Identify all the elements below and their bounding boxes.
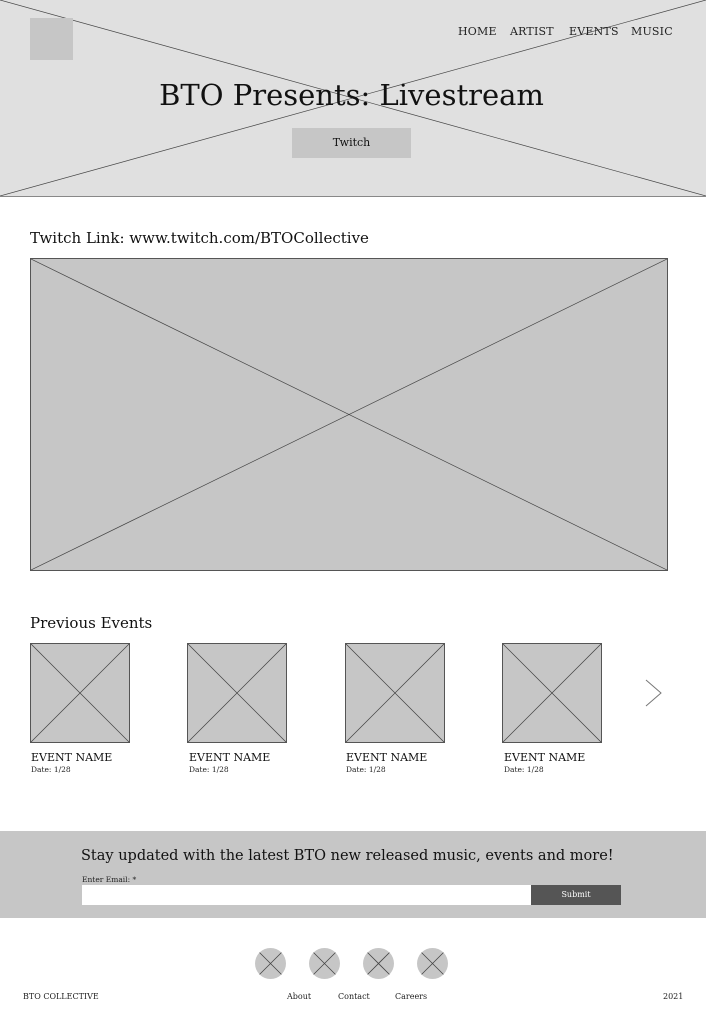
- event-name[interactable]: EVENT NAME: [31, 751, 113, 764]
- twitch-button[interactable]: Twitch: [292, 128, 411, 158]
- hero-banner: [0, 0, 706, 197]
- event-thumbnail[interactable]: [502, 643, 602, 743]
- twitch-link[interactable]: Twitch Link: www.twitch.com/BTOCollective: [30, 229, 369, 247]
- livestream-video-placeholder[interactable]: [30, 258, 668, 571]
- social-icon[interactable]: [417, 948, 448, 979]
- logo[interactable]: [30, 18, 73, 60]
- social-icon[interactable]: [309, 948, 340, 979]
- nav-artist[interactable]: ARTIST: [510, 25, 554, 38]
- chevron-right-icon[interactable]: [644, 679, 664, 707]
- page-title: BTO Presents: Livestream: [159, 78, 544, 112]
- event-name[interactable]: EVENT NAME: [346, 751, 428, 764]
- event-date: Date: 1/28: [189, 765, 229, 774]
- previous-events-title: Previous Events: [30, 614, 153, 632]
- event-date: Date: 1/28: [31, 765, 71, 774]
- event-name[interactable]: EVENT NAME: [189, 751, 271, 764]
- email-label: Enter Email: *: [82, 875, 137, 884]
- submit-button[interactable]: Submit: [531, 885, 621, 905]
- footer-link-about[interactable]: About: [287, 992, 312, 1001]
- social-icon[interactable]: [255, 948, 286, 979]
- video-placeholder-cross: [31, 259, 667, 570]
- event-date: Date: 1/28: [346, 765, 386, 774]
- footer-link-careers[interactable]: Careers: [395, 992, 428, 1001]
- event-thumbnail[interactable]: [345, 643, 445, 743]
- nav-events[interactable]: EVENTS: [569, 25, 619, 38]
- footer-link-contact[interactable]: Contact: [338, 992, 370, 1001]
- event-thumbnail[interactable]: [30, 643, 130, 743]
- newsletter-heading: Stay updated with the latest BTO new released music, events and more!: [81, 848, 614, 864]
- footer-brand: BTO COLLECTIVE: [23, 992, 99, 1001]
- event-date: Date: 1/28: [504, 765, 544, 774]
- email-input[interactable]: [82, 885, 531, 905]
- nav-home[interactable]: HOME: [458, 25, 497, 38]
- event-name[interactable]: EVENT NAME: [504, 751, 586, 764]
- social-icon[interactable]: [363, 948, 394, 979]
- event-thumbnail[interactable]: [187, 643, 287, 743]
- nav-music[interactable]: MUSIC: [631, 25, 673, 38]
- footer-year: 2021: [663, 992, 684, 1001]
